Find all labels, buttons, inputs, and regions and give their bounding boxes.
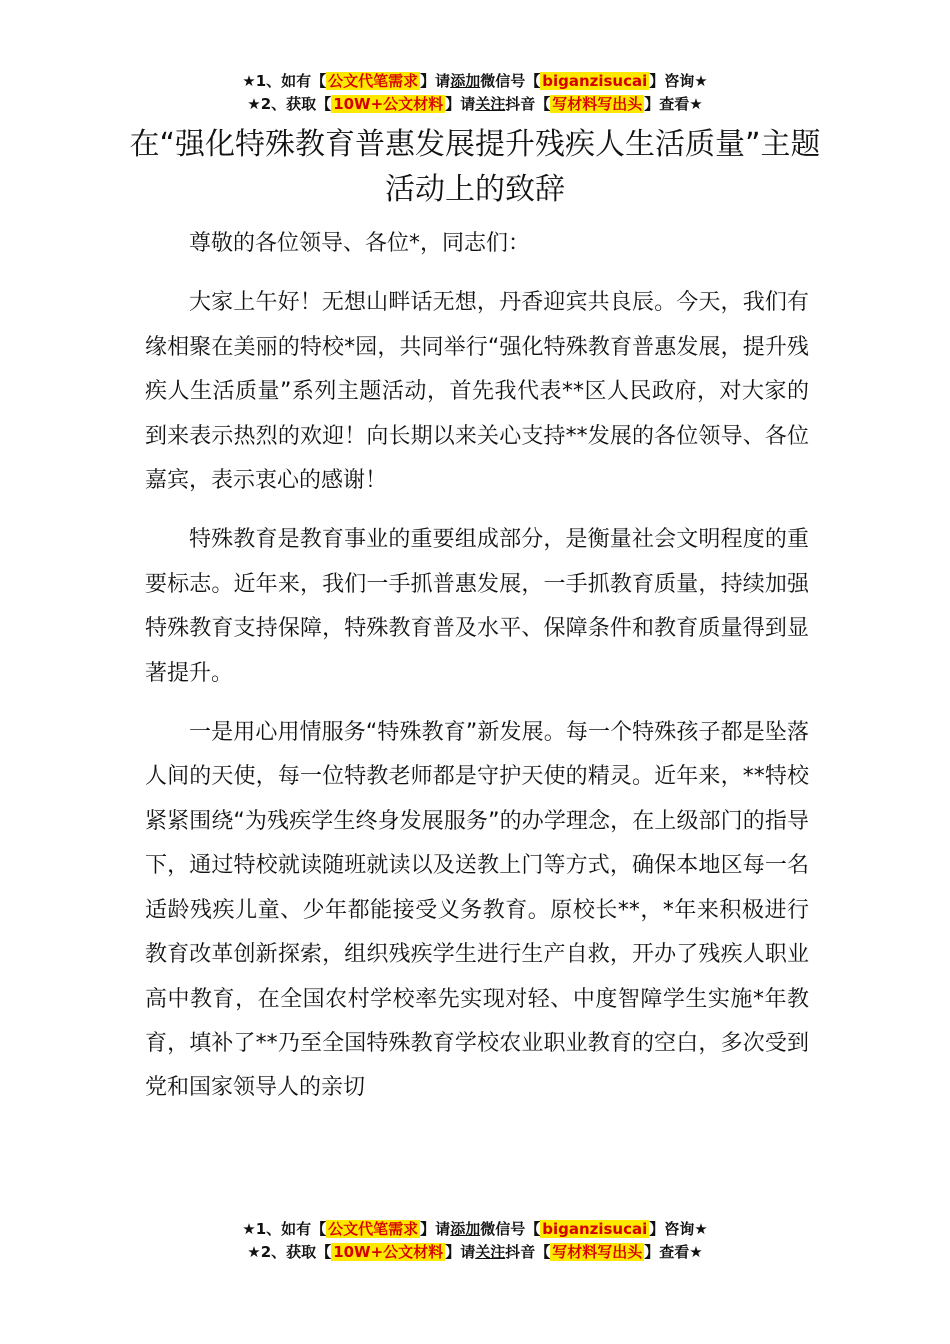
- banner-text: 】查看★: [644, 95, 703, 113]
- salutation-paragraph: 尊敬的各位领导、各位*，同志们：: [189, 231, 531, 256]
- banner-line-1: [0, 70, 950, 93]
- body-paragraph: 特殊教育是教育事业的重要组成部分，是衡量社会文明程度的重要标志。近年来，我们一手抓普惠发展，一手抓教育质量，持续加强特殊教育支持保障，特殊教育普及水平、保障条件和教育质量得到显著提升。: [145, 527, 809, 686]
- header-banner: [0, 70, 950, 116]
- banner-text: 】请: [445, 95, 476, 113]
- banner-text: 】请: [420, 72, 451, 90]
- document-body: [145, 222, 809, 1126]
- banner-highlight: biganzisucai: [542, 72, 648, 90]
- banner-text: ★1、如有【: [242, 1220, 327, 1238]
- banner-line-1: [0, 1218, 950, 1241]
- banner-text: ★1、如有【: [242, 72, 327, 90]
- banner-underlined: 关注: [475, 95, 506, 113]
- banner-text: ★2、获取【: [247, 95, 332, 113]
- banner-text: 微信号【: [480, 1220, 541, 1238]
- document-title: 在“强化特殊教育普惠发展提升残疾人生活质量”主题活动上的致辞: [129, 127, 821, 207]
- banner-text: 】查看★: [644, 1243, 703, 1261]
- banner-highlight: 10W+公文材料: [333, 95, 444, 113]
- banner-underlined: 关注: [475, 1243, 506, 1261]
- body-paragraph: 一是用心用情服务“特殊教育”新发展。每一个特殊孩子都是坠落人间的天使，每一位特教老师都是守护天使的精灵。近年来，**特校紧紧围绕“为残疾学生终身发展服务”的办学理念，在上级部门的指导下，通过特校就读随班就读以及送教上门等方式，确保本地区每一名适龄残疾儿童、少年都能接受义务教育。原校长**，*年来积极进行教育改革创新探索，组织残疾学生进行生产自救，开办了残疾人职业高中教育，在全国农村学校率先实现对轻、中度智障学生实施*年教育，填补了**乃至全国特殊教育学校农业职业教育的空白，多次受到党和国家领导人的亲切: [145, 720, 809, 1101]
- banner-text: 微信号【: [480, 72, 541, 90]
- banner-text: 抖音【: [505, 1243, 551, 1261]
- banner-text: 】请: [420, 1220, 451, 1238]
- banner-text: ★2、获取【: [247, 1243, 332, 1261]
- banner-line-2: [0, 1241, 950, 1264]
- body-paragraph: 大家上午好！无想山畔话无想，丹香迎宾共良辰。今天，我们有缘相聚在美丽的特校*园，共同举行“强化特殊教育普惠发展，提升残疾人生活质量”系列主题活动，首先我代表**区人民政府，对大家的到来表示热烈的欢迎！向长期以来关心支持**发展的各位领导、各位嘉宾，表示衷心的感谢！: [145, 290, 809, 494]
- banner-highlight: 写材料写出头: [552, 1243, 643, 1261]
- banner-highlight: 公文代笔需求: [328, 72, 419, 90]
- banner-text: 】请: [445, 1243, 476, 1261]
- banner-text: 抖音【: [505, 95, 551, 113]
- banner-line-2: [0, 93, 950, 116]
- banner-text: 】咨询★: [649, 1220, 708, 1238]
- banner-highlight: 公文代笔需求: [328, 1220, 419, 1238]
- footer-banner: [0, 1218, 950, 1264]
- banner-highlight: 10W+公文材料: [333, 1243, 444, 1261]
- banner-text: 】咨询★: [649, 72, 708, 90]
- banner-highlight: 写材料写出头: [552, 95, 643, 113]
- banner-underlined: 添加: [450, 1220, 481, 1238]
- banner-highlight: biganzisucai: [542, 1220, 648, 1238]
- banner-underlined: 添加: [450, 72, 481, 90]
